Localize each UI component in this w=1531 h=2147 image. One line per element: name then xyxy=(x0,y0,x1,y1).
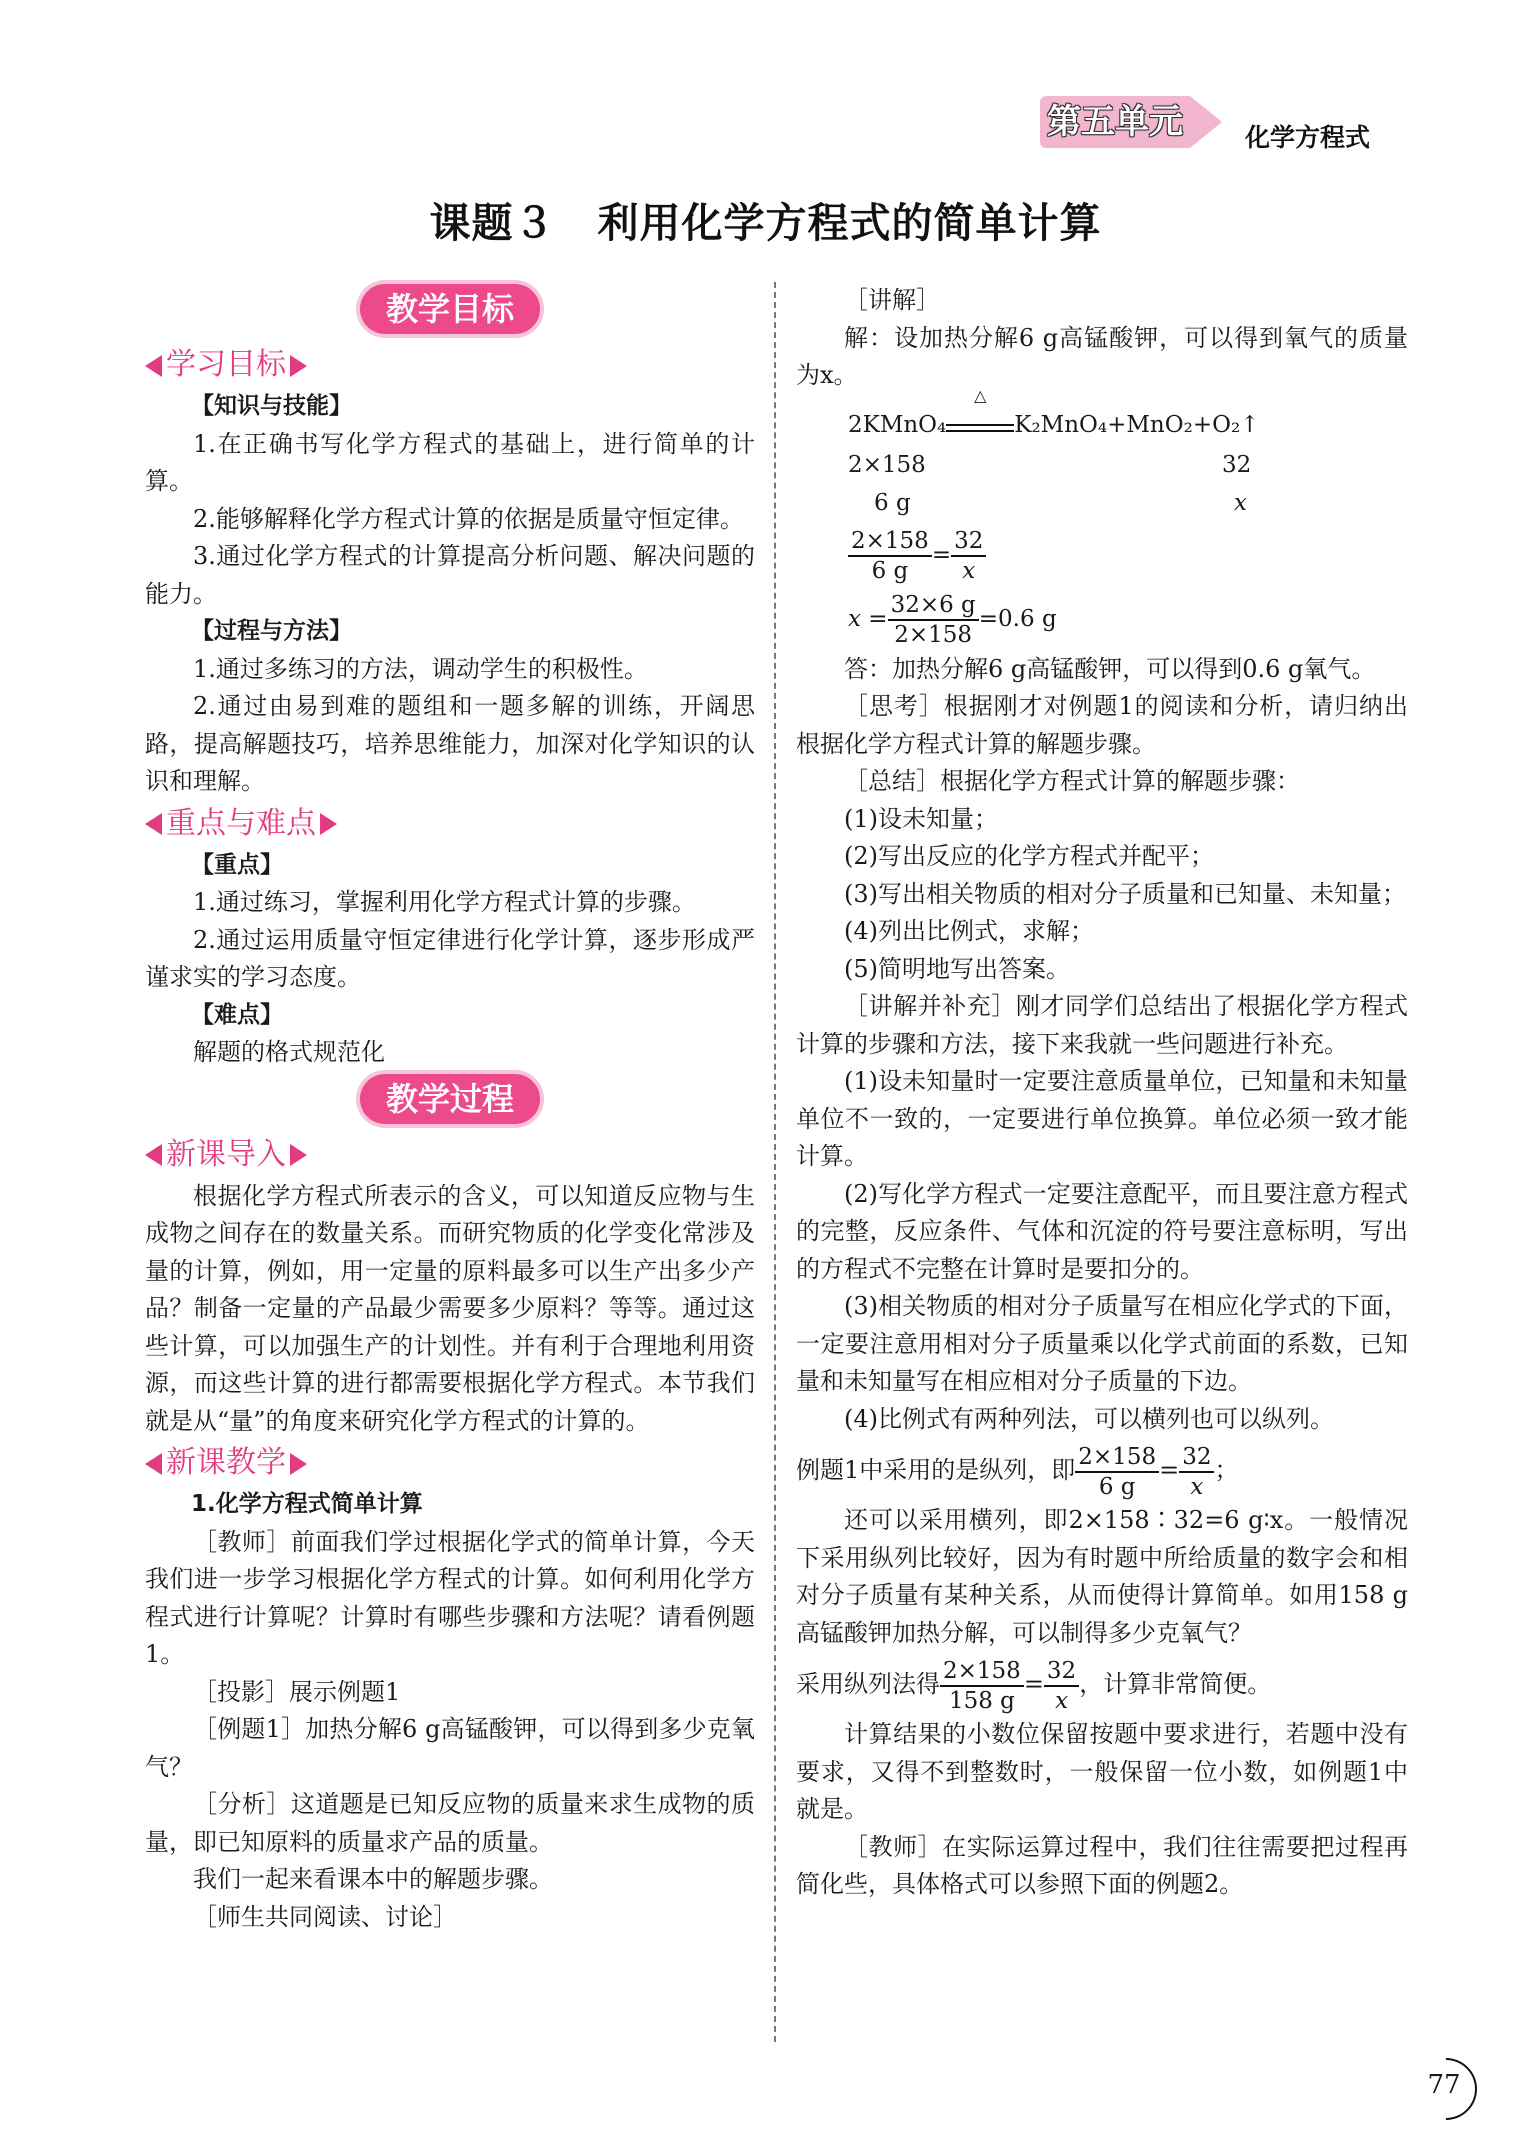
step-item: (2)写出反应的化学方程式并配平； xyxy=(844,842,1214,870)
key-heading: 【重点】 xyxy=(191,851,283,878)
goal-item: 2.能够解释化学方程式计算的依据是质量守恒定律。 xyxy=(193,504,744,533)
unit-name: 化学方程式 xyxy=(1245,123,1371,152)
column-method-example xyxy=(796,1652,1408,1716)
difficulty-heading: 【难点】 xyxy=(191,1001,283,1028)
semicolon: ； xyxy=(1214,1456,1239,1484)
section-pill: 教学目标 xyxy=(360,284,540,334)
row-method-paragraph: 还可以采用横列，即2×158∶32=6 g∶x。一般情况下采用纵列比较好，因为有时题中所给质量的数字会和相对分子质量有某种关系，从而使得计算简单。如用158 g高锰酸钾加热分解，可以制得多少克氧气？ xyxy=(796,1506,1408,1647)
fraction xyxy=(1044,1657,1079,1715)
fraction-denominator: x xyxy=(1190,1473,1204,1500)
section-pill: 教学过程 xyxy=(360,1074,540,1124)
page-number: 77 xyxy=(1427,2070,1461,2100)
supplement-paragraph: ［讲解并补充］刚才同学们总结出了根据化学方程式计算的步骤和方法，接下来我就一些问题进行补充。 xyxy=(796,992,1408,1058)
fraction-denominator: x xyxy=(1055,1687,1069,1714)
result-value: =0.6 g xyxy=(978,605,1057,632)
fraction-numerator: 32 xyxy=(1179,1443,1214,1473)
subheading-label: 新课教学 xyxy=(166,1445,286,1480)
lesson-paragraph: ［师生共同阅读、讨论］ xyxy=(193,1902,457,1931)
goal-item: 1.通过多练习的方法，调动学生的积极性。 xyxy=(193,654,648,683)
equals-sign: = xyxy=(1159,1456,1180,1484)
triangle-left-icon xyxy=(145,813,162,835)
equals-bar xyxy=(946,424,1014,432)
x-equals: x = xyxy=(848,605,888,632)
section-heading-process xyxy=(145,1074,755,1128)
triangle-right-icon xyxy=(320,813,337,835)
fraction-numerator: 2×158 xyxy=(848,527,932,557)
subheading-learning-goals xyxy=(145,344,755,386)
given-mass: 6 g xyxy=(874,489,911,516)
fraction-denominator: 6 g xyxy=(871,557,909,584)
column-divider xyxy=(774,282,776,2042)
column-method-text: 例题1中采用的是纵列，即 xyxy=(796,1456,1076,1484)
column-method-line xyxy=(796,1438,1408,1502)
goal-item: 2.通过由易到难的题组和一题多解的训练，开阔思路，提高解题技巧，培养思维能力，加深对化学知识的认识和理解。 xyxy=(145,692,755,795)
lesson-paragraph: ［教师］前面我们学过根据化学式的简单计算，今天我们进一步学习根据化学方程式的计算。如何利用化学方程式进行计算呢？计算时有哪些步骤和方法呢？请看例题1。 xyxy=(145,1527,755,1668)
lesson-paragraph: ［投影］展示例题1 xyxy=(193,1677,401,1706)
triangle-left-icon xyxy=(145,1144,162,1166)
unknown-x: x xyxy=(1234,489,1247,516)
fraction-denominator: x xyxy=(962,557,976,584)
molar-mass-2: 32 xyxy=(1222,451,1252,478)
note-item: (3)相关物质的相对分子质量写在相应化学式的下面，一定要注意用相对分子质量乘以化学式前面的系数，已知量和未知量写在相应相对分子质量的下边。 xyxy=(796,1292,1408,1395)
fraction-numerator: 2×158 xyxy=(1075,1443,1159,1473)
goal-item: 1.在正确书写化学方程式的基础上，进行简单的计算。 xyxy=(145,429,755,495)
example-text: 采用纵列法得 xyxy=(796,1670,940,1698)
key-item: 1.通过练习，掌握利用化学方程式计算的步骤。 xyxy=(193,888,696,916)
step-item: (1)设未知量； xyxy=(844,804,998,833)
triangle-right-icon xyxy=(290,1453,307,1475)
subheading-label: 学习目标 xyxy=(166,347,286,382)
note-item: (1)设未知量时一定要注意质量单位，已知量和未知量单位不一致的，一定要进行单位换算。单位必须一致才能计算。 xyxy=(796,1067,1408,1170)
mass-line xyxy=(796,447,1408,485)
heat-condition xyxy=(946,385,1014,432)
goal-item: 3.通过化学方程式的计算提高分析问题、解决问题的能力。 xyxy=(145,542,755,608)
triangle-left-icon xyxy=(145,355,162,377)
fraction-denominator: 158 g xyxy=(948,1687,1015,1714)
subheading-label: 重点与难点 xyxy=(166,805,316,841)
subheading-intro xyxy=(145,1134,755,1176)
fraction-numerator: 32×6 g xyxy=(888,591,979,621)
answer: 答：加热分解6 g高锰酸钾，可以得到0.6 g氧气。 xyxy=(844,654,1376,683)
triangle-left-icon xyxy=(145,1453,162,1475)
explain-label: ［讲解］ xyxy=(844,286,940,314)
page-title: 课题３ 利用化学方程式的简单计算 xyxy=(429,199,1102,247)
fraction-numerator: 2×158 xyxy=(940,1657,1024,1687)
molar-mass-1: 2×158 xyxy=(848,451,926,478)
equation-rhs: K₂MnO₄+MnO₂+O₂↑ xyxy=(1014,411,1260,438)
equals-sign: = xyxy=(1023,1670,1044,1698)
unit-badge xyxy=(1040,96,1235,148)
lesson-paragraph: 我们一起来看课本中的解题步骤。 xyxy=(193,1865,553,1893)
given-line xyxy=(796,485,1408,523)
triangle-right-icon xyxy=(290,1144,307,1166)
subheading-new-lesson xyxy=(145,1442,755,1484)
lesson-heading: 1.化学方程式简单计算 xyxy=(191,1491,423,1517)
equation-lhs: 2KMnO₄ xyxy=(848,411,947,438)
solution-setup: 解：设加热分解6 g高锰酸钾，可以得到氧气的质量为x。 xyxy=(796,323,1408,389)
result-line xyxy=(796,587,1408,651)
step-item: (4)列出比例式，求解； xyxy=(844,917,1094,945)
fraction xyxy=(848,527,932,585)
fraction-denominator: 6 g xyxy=(1098,1473,1136,1500)
right-column xyxy=(796,282,1408,1904)
fraction xyxy=(951,527,986,585)
section-heading-goals xyxy=(145,284,755,338)
teacher-paragraph: ［教师］在实际运算过程中，我们往往需要把过程再简化些，具体格式可以参照下面的例题2。 xyxy=(796,1832,1408,1898)
knowledge-heading: 【知识与技能】 xyxy=(191,393,352,419)
step-item: (3)写出相关物质的相对分子质量和已知量、未知量； xyxy=(844,879,1406,908)
fraction xyxy=(940,1657,1024,1715)
subheading-label: 新课导入 xyxy=(166,1136,286,1172)
note-item: (4)比例式有两种列法，可以横列也可以纵列。 xyxy=(844,1404,1334,1433)
example-tail: ，计算非常简便。 xyxy=(1079,1670,1272,1698)
delta-icon: △ xyxy=(974,385,987,405)
fraction-numerator: 32 xyxy=(951,527,986,557)
decimal-paragraph: 计算结果的小数位保留按题中要求进行，若题中没有要求，又得不到整数时，一般保留一位小数，如例题1中就是。 xyxy=(796,1720,1408,1823)
triangle-right-icon xyxy=(290,355,307,377)
think-paragraph: ［思考］根据刚才对例题1的阅读和分析，请归纳出根据化学方程式计算的解题步骤。 xyxy=(796,692,1408,758)
intro-paragraph: 根据化学方程式所表示的含义，可以知道反应物与生成物之间存在的数量关系。而研究物质的化学变化常涉及量的计算，例如，用一定量的原料最多可以生产出多少产品？制备一定量的产品最少需要多少原料？等等。通过这些计算，可以加强生产的计划性。并有利于合理地利用资源，而这些计算的进行都需要根据化学方程式。本节我们就是从“量”的角度来研究化学方程式的计算的。 xyxy=(145,1181,755,1435)
lesson-paragraph: ［分析］这道题是已知反应物的质量来求生成物的质量，即已知原料的质量求产品的质量。 xyxy=(145,1790,755,1856)
proportion-line xyxy=(796,523,1408,587)
fraction xyxy=(888,591,979,649)
equals-sign: = xyxy=(931,541,952,568)
process-heading: 【过程与方法】 xyxy=(191,618,352,644)
unit-arrow xyxy=(1190,96,1222,148)
fraction-denominator: 2×158 xyxy=(894,621,973,648)
note-item: (2)写化学方程式一定要注意配平，而且要注意方程式的完整，反应条件、气体和沉淀的符号要注意标明，写出的方程式不完整在计算时是要扣分的。 xyxy=(796,1179,1408,1283)
equation-line xyxy=(796,385,1408,447)
difficulty-text: 解题的格式规范化 xyxy=(193,1038,385,1066)
fraction-numerator: 32 xyxy=(1044,1657,1079,1687)
key-item: 2.通过运用质量守恒定律进行化学计算，逐步形成严谨求实的学习态度。 xyxy=(145,925,755,991)
fraction xyxy=(1179,1443,1214,1501)
subheading-key-points xyxy=(145,803,755,845)
lesson-paragraph: ［例题1］加热分解6 g高锰酸钾，可以得到多少克氧气？ xyxy=(145,1715,755,1781)
fraction xyxy=(1075,1443,1159,1501)
summary-paragraph: ［总结］根据化学方程式计算的解题步骤： xyxy=(844,767,1300,795)
left-column xyxy=(145,282,755,1936)
step-item: (5)简明地写出答案。 xyxy=(844,954,1070,983)
unit-tag: 第五单元 xyxy=(1040,96,1190,148)
